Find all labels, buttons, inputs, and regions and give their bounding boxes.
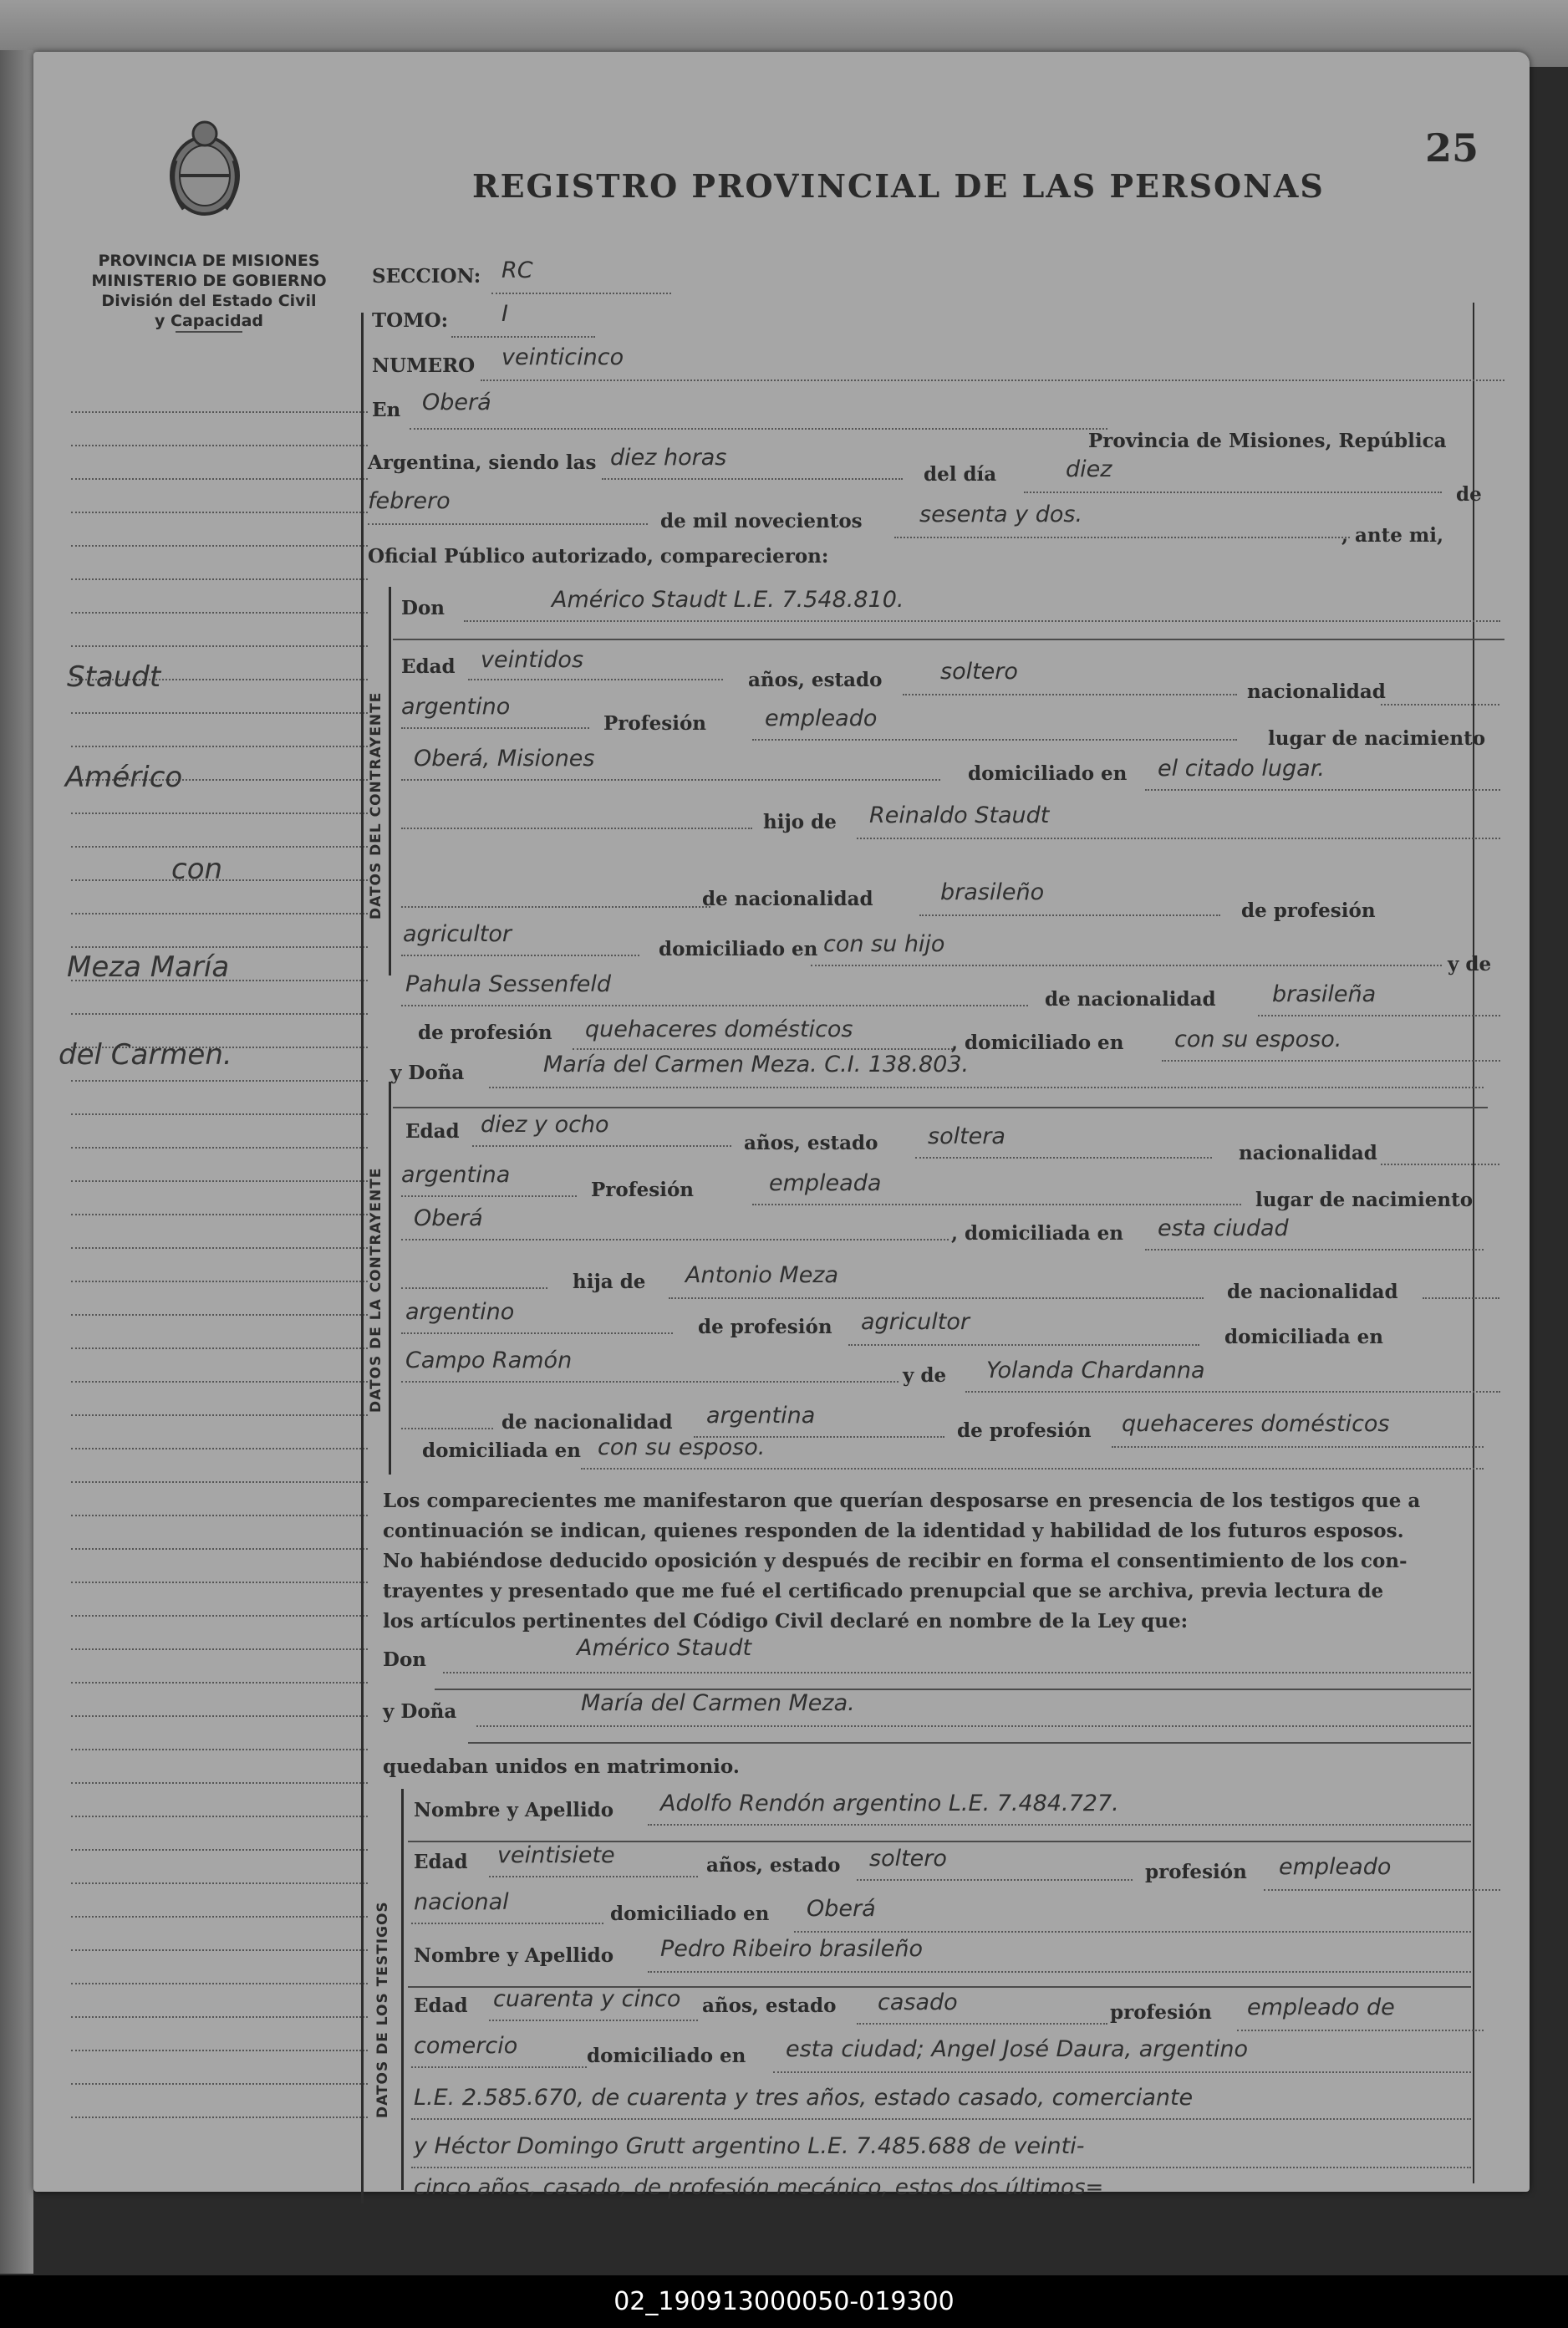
margin-line xyxy=(71,2083,368,2085)
blank-line xyxy=(401,1287,547,1289)
contrayenta-profesion: empleada xyxy=(769,1170,882,1196)
contrayenta-madre: Yolanda Chardanna xyxy=(986,1358,1205,1383)
margin-line xyxy=(71,1247,368,1249)
t2-prof: empleado de xyxy=(1247,1994,1395,2020)
testigos-side-label: DATOS DE LOS TESTIGOS xyxy=(374,1901,391,2118)
de-nacionalidad: de nacionalidad xyxy=(702,888,873,910)
coat-of-arms-icon xyxy=(159,110,251,219)
anio-line xyxy=(894,537,1350,538)
decl-don-value: Américo Staudt xyxy=(577,1635,752,1661)
en-value: Oberá xyxy=(422,390,491,415)
margin-rule xyxy=(361,313,364,2203)
contrayente-estado: soltero xyxy=(940,659,1018,685)
document-title: REGISTRO PROVINCIAL DE LAS PERSONAS xyxy=(472,167,1325,205)
t1-nombre: Adolfo Rendón argentino L.E. 7.484.727. xyxy=(660,1791,1119,1816)
de-nacionalidad: de nacionalidad xyxy=(1045,988,1216,1011)
de-nacionalidad: de nacionalidad xyxy=(1227,1281,1398,1303)
padre-line xyxy=(669,1297,1204,1299)
t1-prof2: nacional xyxy=(414,1889,509,1915)
margin-line xyxy=(71,1381,368,1383)
margin-line xyxy=(71,2050,368,2051)
margin-line xyxy=(71,1180,368,1182)
contrayenta-padre-prof: agricultor xyxy=(861,1309,970,1335)
lugar-line xyxy=(401,1239,949,1240)
mil-label: de mil novecientos xyxy=(660,510,863,532)
margin-line xyxy=(71,1749,368,1750)
madre-line xyxy=(401,1005,1028,1006)
madre-dom-label: domiciliada en xyxy=(422,1439,581,1462)
margin-line xyxy=(71,913,368,914)
edad-line xyxy=(472,1145,731,1147)
seccion-label: SECCION: xyxy=(372,265,481,288)
page-number: 25 xyxy=(1425,125,1479,171)
margin-line xyxy=(71,1481,368,1483)
contrayenta-domicilio: esta ciudad xyxy=(1158,1215,1289,1241)
declaration-text xyxy=(383,1486,1494,1637)
padre-nac-line xyxy=(401,1332,673,1334)
en-label: En xyxy=(372,399,401,421)
margin-line xyxy=(71,2016,368,2018)
seccion-line xyxy=(491,293,671,294)
issuer-line: MINISTERIO DE GOBIERNO xyxy=(91,272,327,290)
en-line xyxy=(410,428,1107,430)
dona-rule xyxy=(393,1107,1488,1108)
t1-nombre-line xyxy=(648,1824,1471,1826)
t2-dom-line xyxy=(773,2071,1471,2073)
margin-line xyxy=(71,478,368,480)
margin-line xyxy=(71,946,368,948)
t2-estado: casado xyxy=(878,1989,958,2015)
don-label: Don xyxy=(401,597,445,619)
t1-nombre-label: Nombre y Apellido xyxy=(414,1799,614,1821)
t1-prof2-line xyxy=(411,1923,603,1924)
margin-line xyxy=(71,1648,368,1650)
t1-dom-line xyxy=(794,1931,1471,1933)
register-page xyxy=(33,52,1530,2200)
contrayente-madre-nac: brasileña xyxy=(1272,981,1377,1007)
margin-annotation: Américo xyxy=(65,761,183,794)
madre-dom-line xyxy=(581,1468,1484,1470)
madre-prof-line xyxy=(573,1048,953,1050)
margin-line xyxy=(71,2117,368,2118)
t2-edad: cuarenta y cinco xyxy=(493,1986,681,2012)
contrayente-madre: Pahula Sessenfeld xyxy=(405,971,612,997)
margin-line xyxy=(71,445,368,446)
contrayenta-edad: diez y ocho xyxy=(481,1112,609,1138)
contrayenta-estado: soltera xyxy=(928,1123,1005,1149)
extra-line xyxy=(411,2167,1471,2168)
contrayenta-side-label: DATOS DE LA CONTRAYENTE xyxy=(368,1167,384,1413)
testigos-extra: cinco años, casado, de profesión mecánico, estos dos últimos= xyxy=(414,2175,1104,2200)
t1-dom: Oberá xyxy=(807,1896,876,1922)
margin-line xyxy=(71,1080,368,1082)
contrayente-side-label: DATOS DEL CONTRAYENTE xyxy=(368,691,384,919)
t2-prof2: comercio xyxy=(414,2033,518,2059)
contrayenta-nombre: María del Carmen Meza. C.I. 138.803. xyxy=(543,1052,970,1077)
y-de: y de xyxy=(1448,953,1492,976)
de-nacionalidad: de nacionalidad xyxy=(501,1411,673,1434)
lugar-label: lugar de nacimiento xyxy=(1255,1189,1474,1211)
contrayenta-rule xyxy=(389,1082,391,1475)
margin-line xyxy=(71,1281,368,1282)
t2-nombre-label: Nombre y Apellido xyxy=(414,1944,614,1967)
margin-line xyxy=(71,1816,368,1817)
de-profesion: de profesión xyxy=(698,1316,832,1338)
decl-dona-rule xyxy=(468,1742,1471,1744)
padre-dom-label: domiciliada en xyxy=(1224,1326,1383,1348)
nacionalidad-line xyxy=(1381,1164,1499,1165)
provincia-text: Provincia de Misiones, República xyxy=(1088,430,1447,452)
decl-dona-label: y Doña xyxy=(383,1700,457,1723)
margin-annotation: Meza María xyxy=(67,950,230,984)
testigos-extra: L.E. 2.585.670, de cuarenta y tres años, estado casado, comerciante xyxy=(414,2085,1194,2111)
margin-line xyxy=(71,1682,368,1684)
nac-value-line xyxy=(401,1195,577,1197)
contrayenta-padre-dom: Campo Ramón xyxy=(405,1347,573,1373)
book-spine xyxy=(0,50,33,2274)
lugar-label: lugar de nacimiento xyxy=(1268,727,1486,750)
t2-nombre: Pedro Ribeiro brasileño xyxy=(660,1936,924,1962)
margin-line xyxy=(71,1515,368,1516)
blank-line xyxy=(401,906,710,908)
margin-line xyxy=(71,1916,368,1918)
testigos-extra: y Héctor Domingo Grutt argentino L.E. 7.485.688 de veinti- xyxy=(414,2133,1085,2159)
hora-line xyxy=(602,478,903,480)
oficial-text: Oficial Público autorizado, comparecieron: xyxy=(368,545,829,568)
margin-line xyxy=(71,1214,368,1215)
t2-estado-line xyxy=(857,2023,1107,2025)
contrayente-madre-dom: con su esposo. xyxy=(1174,1026,1342,1052)
t1-estado: soltero xyxy=(869,1846,947,1872)
padre-dom-line xyxy=(401,1381,899,1383)
nacionalidad-label: nacionalidad xyxy=(1247,680,1386,703)
margin-line xyxy=(71,1347,368,1349)
del-dia-label: del día xyxy=(924,463,997,486)
blank-line xyxy=(401,1428,493,1429)
seccion-value: RC xyxy=(501,257,533,283)
margin-line xyxy=(71,1949,368,1951)
margin-line xyxy=(71,512,368,513)
madre-dom-line xyxy=(1162,1060,1500,1062)
anos-estado: años, estado xyxy=(744,1132,878,1154)
nac-value-line xyxy=(401,727,589,729)
t1-profesion-label: profesión xyxy=(1145,1861,1247,1883)
margin-line xyxy=(71,1849,368,1851)
de-profesion: de profesión xyxy=(1241,899,1376,922)
nacionalidad-line xyxy=(1381,704,1499,706)
margin-line xyxy=(71,1715,368,1717)
hija-label: hija de xyxy=(573,1271,646,1293)
contrayente-padre-nac: brasileño xyxy=(940,879,1045,905)
contrayente-rule xyxy=(389,587,391,976)
margin-annotation: del Carmen. xyxy=(59,1038,232,1072)
dona-label: y Doña xyxy=(390,1062,465,1084)
testigos-rule xyxy=(401,1789,404,2190)
extra-line xyxy=(411,2118,1471,2120)
margin-line xyxy=(71,1548,368,1550)
declaration-line: trayentes y presentado que me fué el certificado prenupcial que se archiva, previa lectura de xyxy=(383,1580,1384,1602)
margin-line xyxy=(71,1314,368,1316)
declaration-line: continuación se indican, quienes responden de la identidad y habilidad de los futuros esposos. xyxy=(383,1520,1404,1542)
profesion-line xyxy=(752,739,1237,741)
margin-annotation: con xyxy=(171,853,223,886)
madre-nac-line xyxy=(1258,1015,1500,1016)
t1-edad-label: Edad xyxy=(414,1851,468,1873)
decl-dona-value: María del Carmen Meza. xyxy=(581,1690,855,1716)
tomo-value: I xyxy=(501,301,508,327)
don-line xyxy=(464,620,1500,622)
padre-prof-line xyxy=(401,955,639,956)
padre-prof-line xyxy=(848,1344,1199,1346)
t2-profesion-label: profesión xyxy=(1110,2001,1212,2024)
t1-edad: veintisiete xyxy=(497,1842,615,1868)
contrayente-edad: veintidos xyxy=(481,647,584,673)
y-de: y de xyxy=(903,1364,947,1387)
margin-line xyxy=(71,1414,368,1416)
contrayenta-lugar: Oberá xyxy=(414,1205,483,1231)
contrayente-nombre: Américo Staudt L.E. 7.548.810. xyxy=(552,587,904,613)
contrayente-profesion: empleado xyxy=(765,706,878,731)
padre-nac-line xyxy=(919,914,1220,916)
anio-value: sesenta y dos. xyxy=(919,502,1083,527)
issuer-line: División del Estado Civil xyxy=(101,292,317,310)
t2-dom: esta ciudad; Angel José Daura, argentino xyxy=(786,2036,1248,2062)
padre-line xyxy=(857,838,1500,839)
margin-line xyxy=(71,746,368,747)
domicilio-line xyxy=(1145,1249,1484,1251)
anos-estado: años, estado xyxy=(748,669,883,691)
issuer-underline xyxy=(176,331,242,333)
margin-line xyxy=(71,813,368,814)
issuer-line: PROVINCIA DE MISIONES xyxy=(98,252,320,270)
contrayenta-madre-nac: argentina xyxy=(706,1403,816,1429)
margin-line xyxy=(71,612,368,614)
profesion-label: Profesión xyxy=(591,1179,695,1201)
padre-dom-label: domiciliado en xyxy=(659,938,818,960)
t1-anos-estado: años, estado xyxy=(706,1854,841,1877)
contrayenta-padre: Antonio Meza xyxy=(685,1262,839,1288)
margin-annotation: Staudt xyxy=(67,660,161,694)
contrayente-madre-prof: quehaceres domésticos xyxy=(585,1016,853,1042)
mes-value: febrero xyxy=(368,488,451,514)
dia-line xyxy=(1024,492,1442,493)
nacionalidad-label: nacionalidad xyxy=(1239,1142,1377,1164)
hora-value: diez horas xyxy=(610,445,727,471)
madre-dom-label: , domiciliado en xyxy=(951,1032,1124,1054)
margin-line xyxy=(71,645,368,647)
domiciliada-label: , domiciliada en xyxy=(951,1222,1123,1245)
issuer-line: y Capacidad xyxy=(155,312,263,330)
margin-line xyxy=(71,1448,368,1449)
contrayente-padre-dom: con su hijo xyxy=(823,931,945,957)
madre-prof-line xyxy=(1112,1446,1484,1448)
contrayenta-madre-dom: con su esposo. xyxy=(598,1434,766,1460)
contrayente-padre: Reinaldo Staudt xyxy=(869,802,1050,828)
margin-line xyxy=(71,712,368,714)
t2-edad-line xyxy=(489,2020,698,2021)
margin-line xyxy=(71,411,368,413)
dia-value: diez xyxy=(1066,456,1112,482)
estado-line xyxy=(903,694,1237,695)
argentina-text: Argentina, siendo las xyxy=(368,451,597,474)
tomo-label: TOMO: xyxy=(372,309,449,332)
unidos-text: quedaban unidos en matrimonio. xyxy=(383,1755,740,1778)
hijo-label: hijo de xyxy=(763,811,837,833)
t1-prof-line xyxy=(1264,1889,1500,1891)
decl-don-line xyxy=(443,1672,1471,1673)
contrayente-domicilio: el citado lugar. xyxy=(1158,756,1325,782)
contrayente-lugar: Oberá, Misiones xyxy=(414,746,595,772)
de-profesion: de profesión xyxy=(957,1419,1092,1442)
declaration-line: No habiéndose deducido oposición y después de recibir en forma el consentimiento de los con- xyxy=(383,1550,1408,1572)
contrayenta-padre-nac: argentino xyxy=(405,1299,515,1325)
don-rule xyxy=(393,639,1504,640)
issuer-block xyxy=(79,251,339,333)
numero-label: NUMERO xyxy=(372,354,476,377)
t1-prof: empleado xyxy=(1279,1854,1392,1880)
margin-line xyxy=(71,1782,368,1784)
t2-anos-estado: años, estado xyxy=(702,1994,837,2017)
margin-line xyxy=(71,1013,368,1015)
edad-line xyxy=(468,679,723,680)
contrayenta-nacionalidad: argentina xyxy=(401,1162,511,1188)
mes-line xyxy=(368,523,648,525)
margin-line xyxy=(71,578,368,580)
t2-prof2-line xyxy=(411,2066,587,2068)
t2-dom-label: domiciliado en xyxy=(587,2045,746,2067)
contrayenta-madre-prof: quehaceres domésticos xyxy=(1122,1411,1390,1437)
domicilio-line xyxy=(1145,789,1500,791)
t2-nombre-line xyxy=(648,1971,1471,1973)
blank-line xyxy=(401,828,752,829)
right-rule xyxy=(1473,303,1474,2183)
ante-mi: , ante mi, xyxy=(1341,524,1443,547)
madre-line xyxy=(965,1391,1500,1393)
margin-line xyxy=(71,1147,368,1149)
margin-line xyxy=(71,1113,368,1115)
declaration-line: los artículos pertinentes del Código Civil declaré en nombre de la Ley que: xyxy=(383,1610,1189,1633)
de-label: de xyxy=(1456,483,1482,506)
lugar-line xyxy=(401,779,940,781)
t2-edad-label: Edad xyxy=(414,1994,468,2017)
profesion-label: Profesión xyxy=(603,712,707,735)
nac-blank xyxy=(1423,1297,1499,1299)
numero-line xyxy=(481,380,1504,381)
profesion-line xyxy=(752,1204,1241,1205)
contrayente-padre-prof: agricultor xyxy=(403,921,512,947)
decl-dona-line xyxy=(476,1725,1471,1727)
margin-line xyxy=(71,1983,368,1984)
tomo-line xyxy=(451,336,595,338)
t1-edad-line xyxy=(489,1876,698,1877)
edad-label: Edad xyxy=(405,1120,460,1143)
margin-line xyxy=(71,1882,368,1884)
edad-label: Edad xyxy=(401,655,456,678)
estado-line xyxy=(915,1157,1212,1159)
t1-estado-line xyxy=(857,1879,1133,1881)
t1-dom-label: domiciliado en xyxy=(610,1903,770,1925)
t2-prof-line xyxy=(1237,2030,1484,2031)
margin-line xyxy=(71,545,368,547)
dona-line xyxy=(489,1087,1484,1088)
margin-line xyxy=(71,1615,368,1617)
margin-line xyxy=(71,1582,368,1583)
domiciliado-label: domiciliado en xyxy=(968,762,1128,785)
file-id: 02_190913000050-019300 xyxy=(613,2287,955,2316)
de-profesion: de profesión xyxy=(418,1021,552,1044)
decl-don-label: Don xyxy=(383,1648,427,1671)
numero-value: veinticinco xyxy=(501,344,624,370)
margin-line xyxy=(71,846,368,848)
declaration-line: Los comparecientes me manifestaron que querían desposarse en presencia de los testigos que a xyxy=(383,1490,1421,1512)
padre-dom-line xyxy=(811,965,1442,966)
contrayente-nacionalidad: argentino xyxy=(401,694,511,720)
